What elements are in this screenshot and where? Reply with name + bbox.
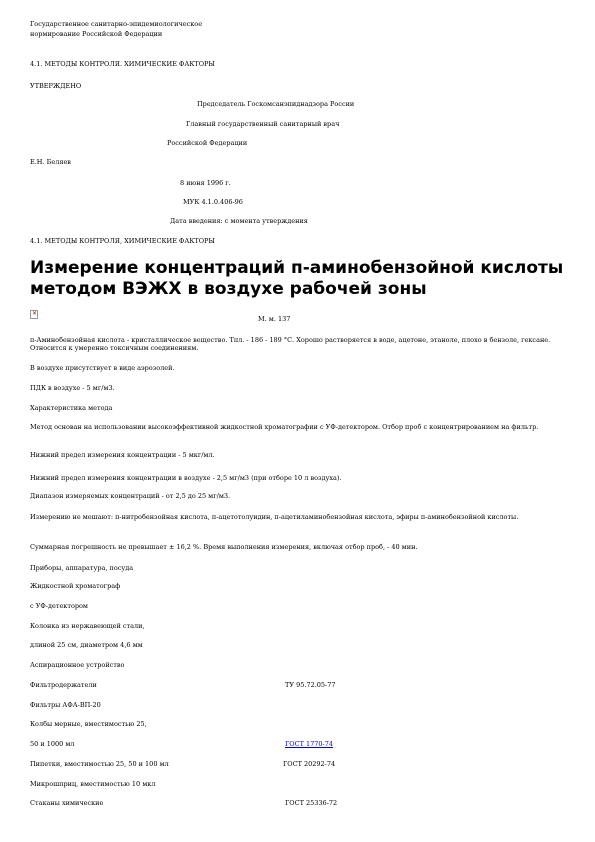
subheading: Характеристика метода bbox=[30, 404, 113, 412]
paragraph: Нижний предел измерения концентрации - 5 мкг/мл. bbox=[30, 451, 215, 459]
equipment-name: Микрошприц, вместимостью 10 мкл bbox=[30, 780, 156, 788]
intro-date: Дата введения: с момента утверждения bbox=[170, 217, 308, 225]
equipment-name: Фильтры АФА-ВП-20 bbox=[30, 701, 101, 709]
equipment-item: Жидкостной хроматограф bbox=[30, 582, 121, 590]
equipment-item: длиной 25 см, диаметром 4,6 мм bbox=[30, 641, 143, 649]
formula-caption: М. м. 137 bbox=[258, 315, 291, 323]
equipment-item: Колонка из нержавеющей стали, bbox=[30, 622, 145, 630]
equipment-standard: ГОСТ 25336-72 bbox=[285, 799, 338, 807]
paragraph: Метод основан на использовании высокоэффективной жидкостной хроматографии с УФ-детектором. Отбор проб с концентрированием на фильтр. bbox=[30, 423, 539, 431]
equipment-item: Аспирационное устройство bbox=[30, 661, 125, 669]
approver-name: Е.Н. Беляев bbox=[30, 158, 71, 166]
equipment-name: Фильтродержатели bbox=[30, 681, 97, 689]
muk-number: МУК 4.1.0.406-96 bbox=[183, 198, 243, 206]
equipment-name: Пипетки, вместимостью 25, 50 и 100 мл bbox=[30, 760, 169, 768]
org-line-2: нормирование Российской Федерации bbox=[30, 30, 163, 38]
paragraph: ПДК в воздухе - 5 мг/м3. bbox=[30, 384, 115, 392]
paragraph: п-Аминобензойная кислота - кристаллическое вещество. Тпл. - 186 - 189 °С. Хорошо растворяется в воде, ацетоне, этаноле, плохо в бензоле, гексане. Относится к умеренно токсичным соединениям. bbox=[30, 336, 551, 352]
page-title: Измерение концентраций п-аминобензойной кислоты методом ВЭЖХ в воздухе рабочей зоны bbox=[30, 258, 564, 299]
approval-date: 8 июня 1996 г. bbox=[180, 179, 231, 187]
equipment-standard: ГОСТ 20292-74 bbox=[283, 760, 336, 768]
equipment-item: с УФ-детектором bbox=[30, 602, 88, 610]
paragraph: Диапазон измеряемых концентраций - от 2,5 до 25 мг/м3. bbox=[30, 492, 231, 500]
gost-1770-link[interactable]: ГОСТ 1770-74 bbox=[285, 740, 334, 748]
approved-label: УТВЕРЖДЕНО bbox=[30, 82, 82, 90]
approver-chair: Председатель Госкомсанэпиднадзора России bbox=[197, 100, 355, 108]
equipment-name: Колбы мерные, вместимостью 25, bbox=[30, 720, 147, 728]
paragraph: Нижний предел измерения концентрации в воздухе - 2,5 мг/м3 (при отборе 10 л воздуха). bbox=[30, 474, 342, 482]
paragraph: Измерению не мешают: п-нитробензойная кислота, п-ацетотолуидин, п-ацетиламинобензойная кислота, эфиры п-аминобензойной кислоты. bbox=[30, 513, 519, 521]
formula-image: ✕ bbox=[32, 310, 38, 317]
approver-country: Российской Федерации bbox=[167, 139, 248, 147]
section-header: 4.1. МЕТОДЫ КОНТРОЛЯ. ХИМИЧЕСКИЕ ФАКТОРЫ bbox=[30, 60, 215, 68]
approver-chief: Главный государственный санитарный врач bbox=[186, 120, 340, 128]
equipment-name: 50 и 1000 мл bbox=[30, 740, 75, 748]
org-line-1: Государственное санитарно-эпидемиологическое bbox=[30, 20, 203, 28]
section-header-2: 4.1. МЕТОДЫ КОНТРОЛЯ, ХИМИЧЕСКИЕ ФАКТОРЫ bbox=[30, 237, 215, 245]
paragraph: В воздухе присутствует в виде аэрозолей. bbox=[30, 364, 175, 372]
equipment-standard: ТУ 95.72.05-77 bbox=[285, 681, 336, 689]
equipment-name: Стаканы химические bbox=[30, 799, 104, 807]
subheading: Приборы, аппаратура, посуда bbox=[30, 564, 134, 572]
paragraph: Суммарная погрешность не превышает ± 16,2 %. Время выполнения измерения, включая отбор проб, - 40 мин. bbox=[30, 543, 418, 551]
